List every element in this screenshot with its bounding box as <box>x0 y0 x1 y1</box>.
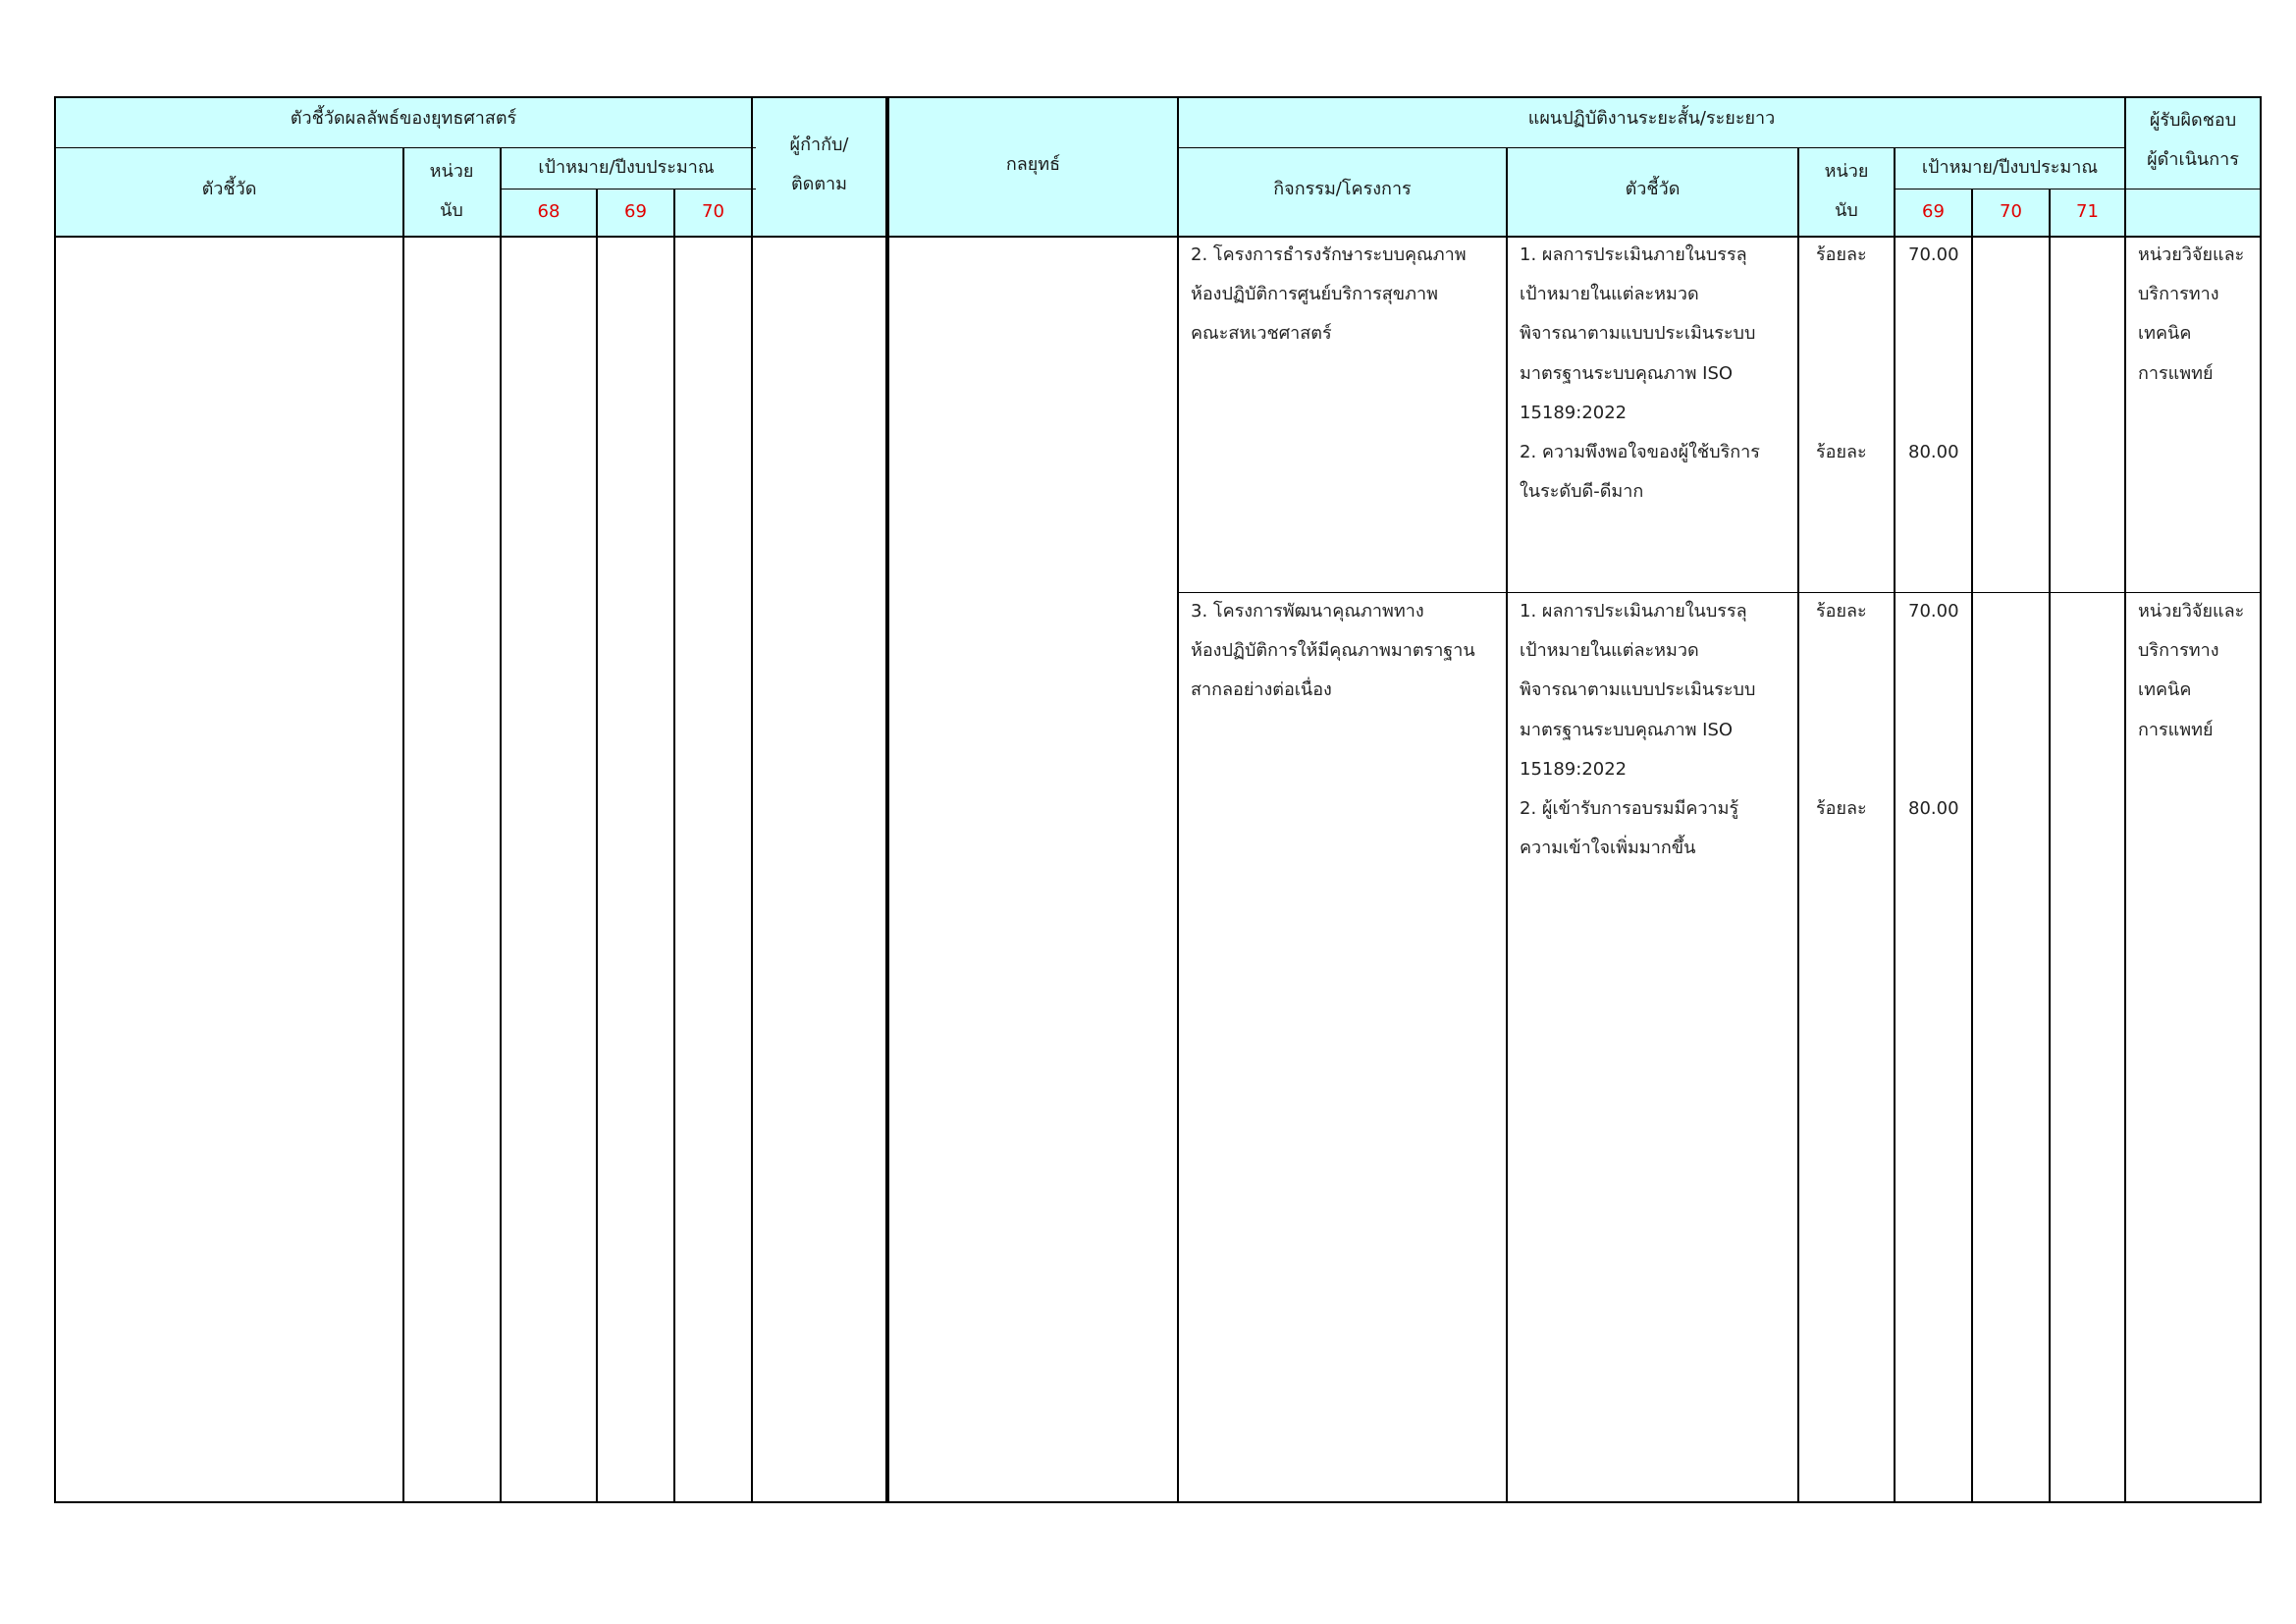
row1-indicator2-line1: 2. ความพึงพอใจของผู้ใช้บริการ <box>1520 442 1760 462</box>
row2-responsible-line4: การแพทย์ <box>2138 720 2214 740</box>
row1-responsible-line1: หน่วยวิจัยและ <box>2138 244 2245 265</box>
header-band-middle <box>756 97 888 237</box>
row1-target1: 70.00 <box>1908 244 1959 265</box>
row1-indicator1-line3: พิจารณาตามแบบประเมินระบบ <box>1520 323 1756 344</box>
row2-indicator1-line1: 1. ผลการประเมินภายในบรรลุ <box>1520 601 1747 622</box>
row1-project-line1: 2. โครงการธำรงรักษาระบบคุณภาพ <box>1191 244 1467 265</box>
header-strategy: กลยุทธ์ <box>1005 154 1061 175</box>
row2-responsible-line1: หน่วยวิจัยและ <box>2138 601 2245 622</box>
header-unit-line2: นับ <box>440 200 463 221</box>
header-responsible-line2: ผู้ดำเนินการ <box>2147 149 2239 170</box>
header-target-budget-year-right: เป้าหมาย/ปีงบประมาณ <box>1921 157 2099 178</box>
header-year-right-71: 71 <box>2076 201 2099 222</box>
row2-project-line3: สากลอย่างต่อเนื่อง <box>1191 679 1332 700</box>
row2-indicator1-line2: เป้าหมายในแต่ละหมวด <box>1520 640 1699 661</box>
row1-indicator1-line5: 15189:2022 <box>1520 403 1628 423</box>
row2-indicator1-line4: มาตรฐานระบบคุณภาพ ISO <box>1520 720 1734 740</box>
header-supervisor-line2: ติดตาม <box>790 174 848 194</box>
row1-indicator2-line2: ในระดับดี-ดีมาก <box>1520 481 1644 502</box>
row1-unit2: ร้อยละ <box>1816 442 1867 462</box>
row1-project-line2: ห้องปฏิบัติการศูนย์บริการสุขภาพ <box>1191 284 1438 304</box>
row1-indicator1-line4: มาตรฐานระบบคุณภาพ ISO <box>1520 363 1734 384</box>
row2-indicator2-line1: 2. ผู้เข้ารับการอบรมมีความรู้ <box>1520 798 1739 819</box>
header-unit-right-line2: นับ <box>1835 200 1858 221</box>
header-year-69: 69 <box>624 201 647 222</box>
header-year-right-69: 69 <box>1922 201 1945 222</box>
header-year-right-70: 70 <box>2000 201 2022 222</box>
header-target-budget-year: เป้าหมาย/ปีงบประมาณ <box>538 157 715 178</box>
row1-responsible-line2: บริการทาง <box>2138 284 2219 304</box>
row2-responsible-line3: เทคนิค <box>2138 679 2192 700</box>
row2-indicator1-line5: 15189:2022 <box>1520 759 1628 780</box>
row2-target2: 80.00 <box>1908 798 1959 819</box>
row1-target2: 80.00 <box>1908 442 1959 462</box>
row1-responsible-line4: การแพทย์ <box>2138 363 2214 384</box>
row2-responsible-line2: บริการทาง <box>2138 640 2219 661</box>
row2-target1: 70.00 <box>1908 601 1959 622</box>
header-strategic-outcome-indicators: ตัวชี้วัดผลลัพธ์ของยุทธศาสตร์ <box>290 108 517 129</box>
row2-project-line1: 3. โครงการพัฒนาคุณภาพทาง <box>1191 601 1424 622</box>
header-action-plan: แผนปฏิบัติงานระยะสั้น/ระยะยาว <box>1527 108 1776 129</box>
header-activity-project: กิจกรรม/โครงการ <box>1273 179 1412 199</box>
row1-indicator1-line2: เป้าหมายในแต่ละหมวด <box>1520 284 1699 304</box>
header-year-68: 68 <box>537 201 561 222</box>
row2-indicator1-line3: พิจารณาตามแบบประเมินระบบ <box>1520 679 1756 700</box>
row2-project-line2: ห้องปฏิบัติการให้มีคุณภาพมาตราฐาน <box>1191 640 1475 661</box>
header-year-70: 70 <box>702 201 724 222</box>
header-responsible-line1: ผู้รับผิดชอบ <box>2149 110 2237 131</box>
row1-responsible-line3: เทคนิค <box>2138 323 2192 344</box>
row1-project-line3: คณะสหเวชศาสตร์ <box>1191 323 1332 344</box>
header-indicator-right: ตัวชี้วัด <box>1625 179 1681 199</box>
header-supervisor-line1: ผู้กำกับ/ <box>789 135 849 155</box>
header-unit-right-line1: หน่วย <box>1824 161 1869 182</box>
header-unit-line1: หน่วย <box>429 161 474 182</box>
row1-unit1: ร้อยละ <box>1816 244 1867 265</box>
header-indicator: ตัวชี้วัด <box>201 179 257 199</box>
row2-unit1: ร้อยละ <box>1816 601 1867 622</box>
row2-indicator2-line2: ความเข้าใจเพิ่มมากขึ้น <box>1520 838 1696 858</box>
row1-indicator1-line1: 1. ผลการประเมินภายในบรรลุ <box>1520 244 1747 265</box>
row2-unit2: ร้อยละ <box>1816 798 1867 819</box>
